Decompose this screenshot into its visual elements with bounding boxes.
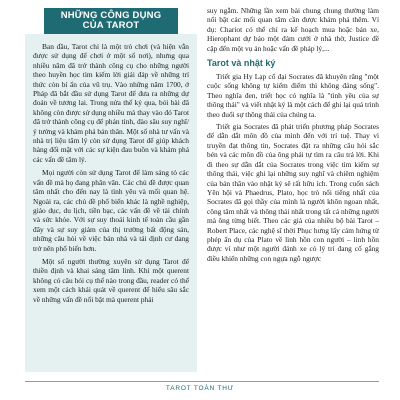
sidebar-box — [25, 8, 197, 378]
body-paragraph-2: Triết gia Socrates đã phát triển phương pháp Socrates để dẫn dắt môn đồ của mình đến với trí tuệ. Thay vì truyền đạt thông tin, Socrates đặt ra những câu hỏi sắc bén và các môn đồ của ông phải tự tìm ra câu trả lời. Khi đi theo sự dẫn dắt của Socrates trong việc tìm kiếm sự thông thái, việc ghi lại những suy nghĩ và chiêm nghiệm của bản thân vào nhật ký sẽ rất hữu ích. Trong cuốn sách Yên hội và Phaedrus, Plato, học trò nổi tiếng nhất của Socrates đã gọi thầy của mình là người khôn ngoan nhất, công tâm nhất và thông thái nhất trong tất cả những người mà ông từng biết. Theo các giả của nhiều bộ bài Tarot – Robert Place, các nghệ sĩ thời Phục hưng lấy cảm hứng từ phép ẩn dụ của Plato về linh hồn con người – linh hồn được ví như một người đánh xe cỏ lý trí đang cố gắng điều khiển những con ngựa ngỗ ngược — [207, 122, 379, 263]
sidebar-title-line-1: NHỮNG CÔNG DỤNG — [60, 10, 162, 21]
body-paragraph-1: Triết gia Hy Lạp cổ đại Socrates đã khuyên răng "một cuộc sống không tự kiểm điểm thì không đáng sống". Theo nghĩa đen, triết học có nghĩa là "tình yêu của sự thông thái" và viết nhật ký là một cách để ghi lại quá trình theo đuổi sự thông thái của chúng ta. — [207, 72, 379, 119]
sidebar-paragraph-3: Một số người thường xuyên sử dụng Tarot để thiền định và khai sáng tâm linh. Khi một querent không có câu hỏi cụ thể nào trong đầu, reader có thể xem một cách khái quát về querent để hiểu sâu sắc về những vấn đề nổi bật mà querent phải — [33, 256, 189, 304]
sidebar-box-title — [44, 8, 178, 34]
main-column — [207, 6, 379, 378]
sidebar-box-body — [25, 34, 197, 372]
sidebar-paragraph-2: Mọi người còn sử dụng Tarot để làm sáng tỏ các vấn đề mà họ đang phân vân. Các chủ đề được quan tâm nhất cho đến nay là tình yêu và mối quan hệ. Ngoài ra, các chủ đề phổ biến khác là nghề nghiệp, giáo dục, du lịch, tiền bạc, các vấn đề về tài chính và sức khỏe. Với sự suy thoái kinh tế toàn cầu gần đây và sự suy giảm của thị trường bất động sản, những câu hỏi về việc bán nhà và tái định cư đang trở nên phổ biến hơn. — [33, 168, 189, 253]
sidebar-paragraph-1: Ban đầu, Tarot chỉ là một trò chơi (và hiện vẫn được sử dụng để chơi ở một số nơi), nhưng qua nhiều năm đã trở thành công cụ cho những người theo huyền học tìm kiếm lời giải đáp về những trí thức còn bí ẩn của vũ trụ. Vào những năm 1700, ở Pháp đã bắt đầu sử dụng Tarot để đưa ra những dự đoán về tương lai. Trong nửa thế kỷ qua, bói bài đã không còn được sử dụng nhiều mà thay vào đó Tarot đã trở thành công cụ để phản tỉnh, đào sâu suy nghĩ/ý tưởng và khám phá bản thân. Một số nhà tư vấn và nhà trị liệu tâm lý còn sử dụng Tarot để giúp khách hàng đối mặt với các sự kiện đau buồn và khám phá các vấn đề tâm lý. — [33, 42, 189, 164]
intro-paragraph: suy ngẫm. Những lần xem bài chung chung thường làm nổi bật các mối quan tâm cần được khám phá thêm. Ví dụ: Chariot có thể chỉ ra kế hoạch mua hoặc bán xe, Hierophant dự báo một đám cưới ở nhà thờ, Justice đề cập đến một vụ án hoặc vấn đề pháp lý,... — [207, 6, 379, 53]
running-footer: TAROT TOÀN THƯ — [165, 385, 235, 392]
section-heading: Tarot và nhật ký — [207, 58, 276, 69]
sidebar-title-line-2: CỦA TAROT — [82, 20, 140, 31]
footer-divider — [25, 381, 379, 382]
